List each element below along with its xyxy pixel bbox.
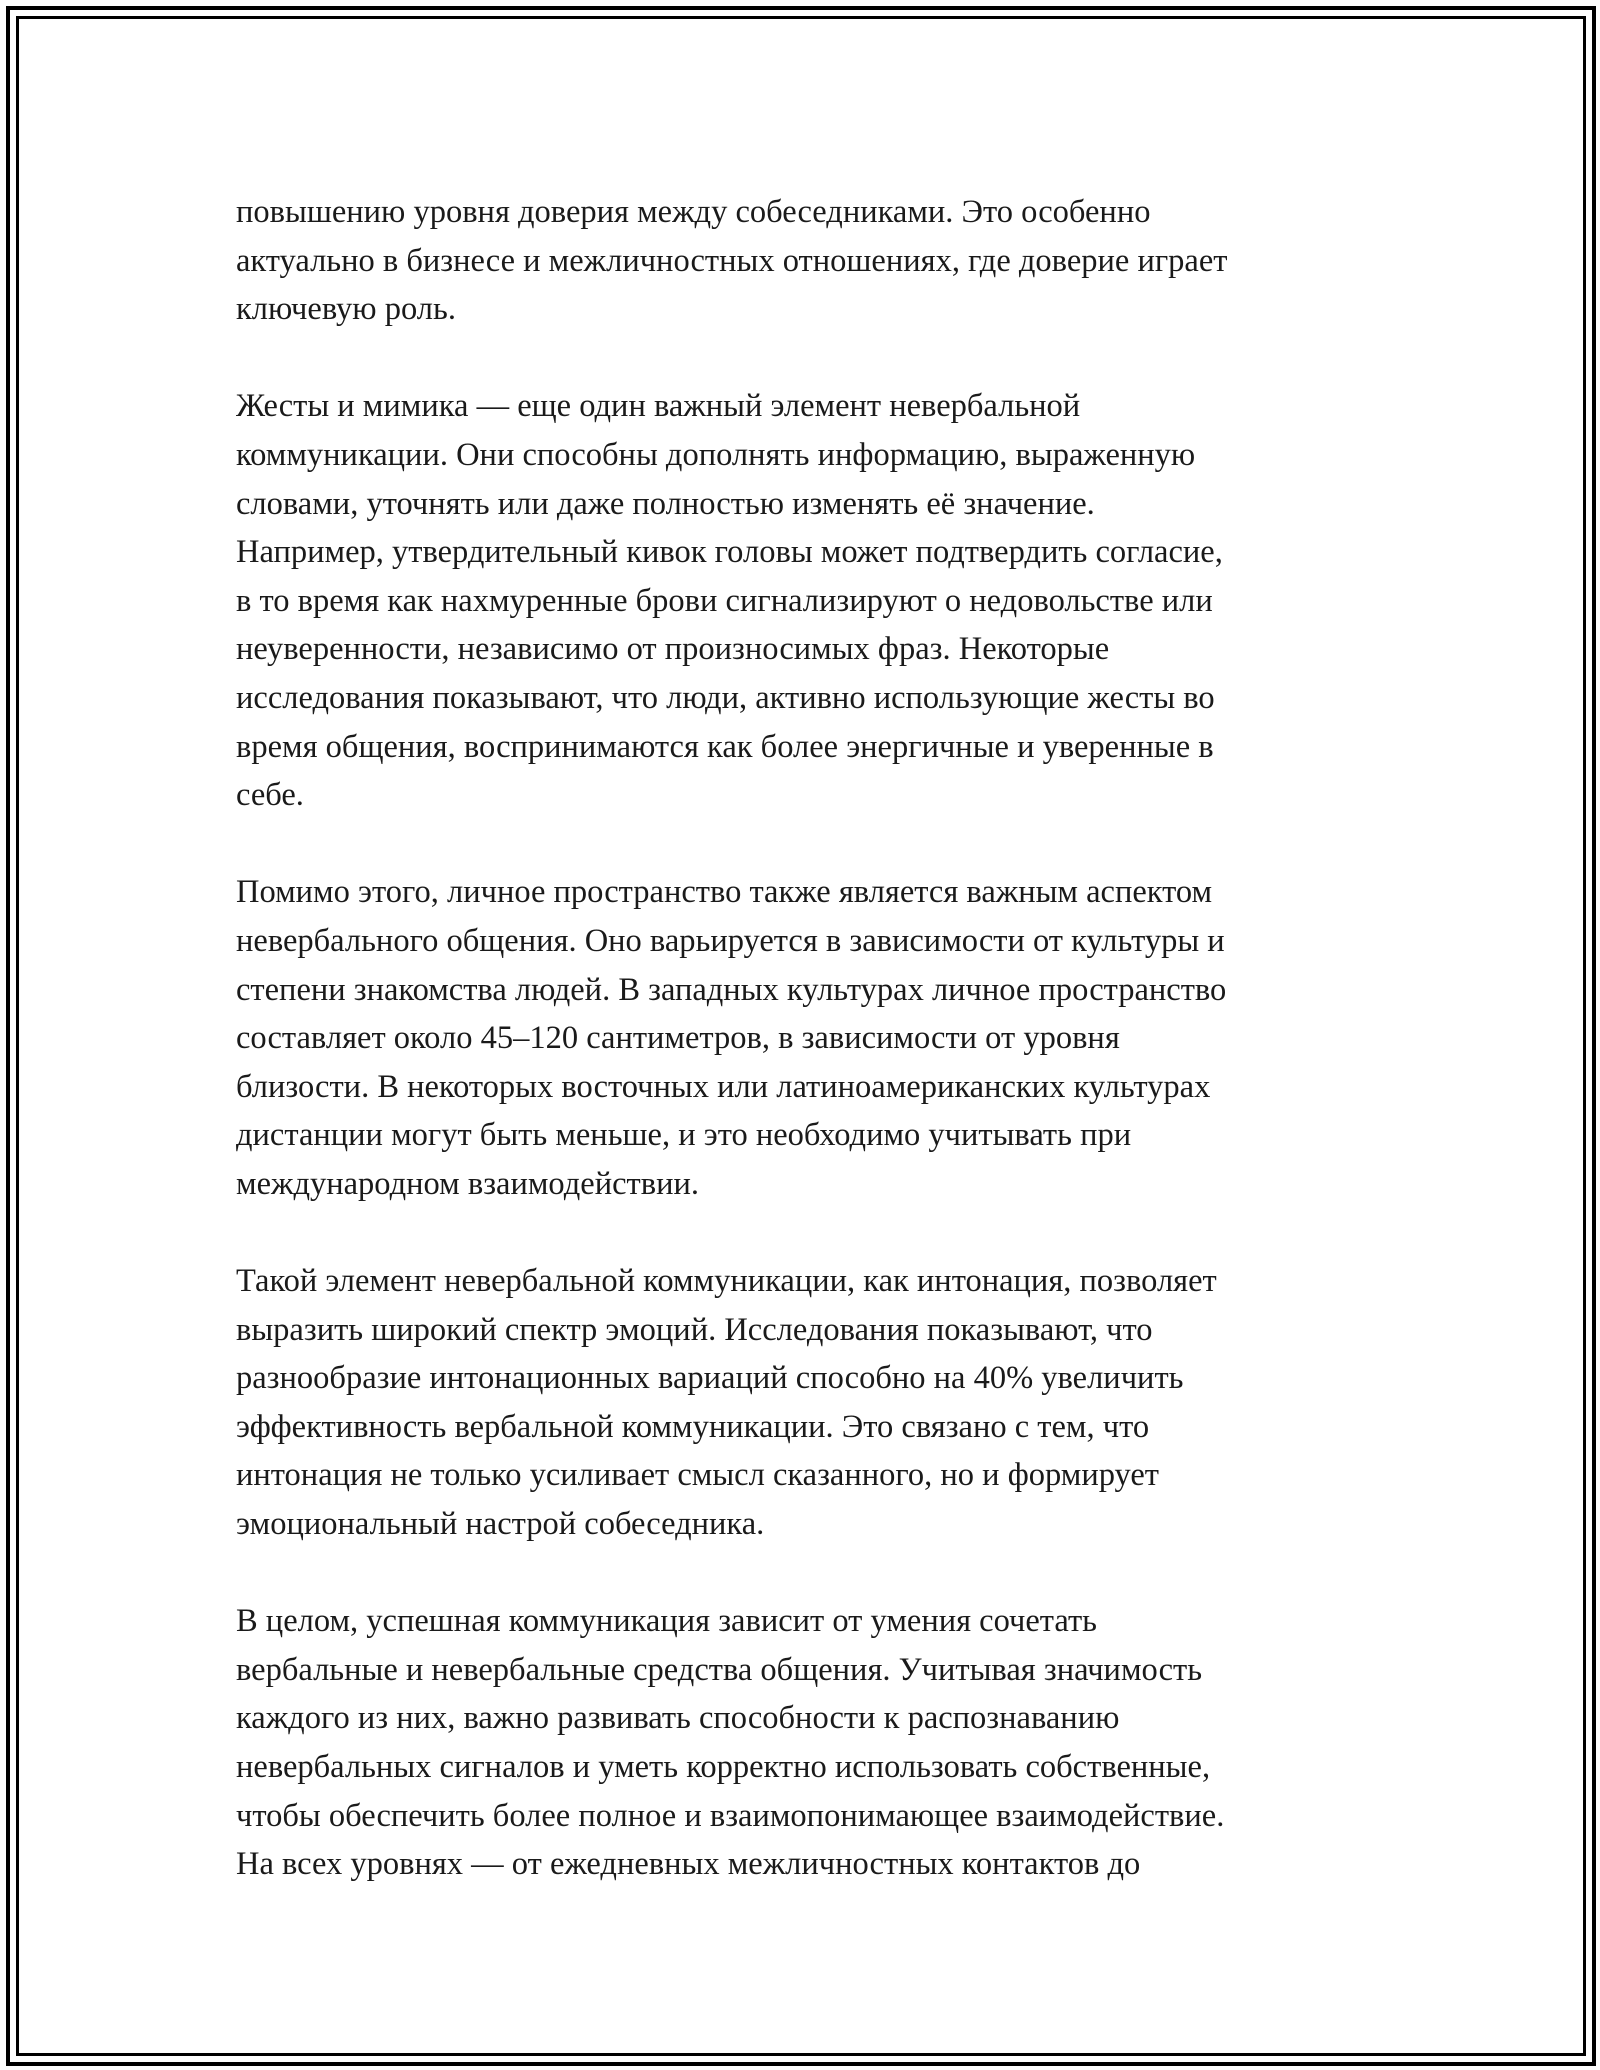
paragraph-intonation: Такой элемент невербальной коммуникации, как интонация, позволяет выразить широкий спектр эмоций. Исследования показывают, что разнообразие интонационных вариаций способно на 40% увеличить эффективность вербальной коммуникации. Это связано с тем, что интонация не только усиливает смысл сказанного, но и формирует эмоциональный настрой собеседника.: [236, 1263, 1217, 1543]
paragraph-conclusion: В целом, успешная коммуникация зависит от умения сочетать вербальные и невербальные средства общения. Учитывая значимость каждого из них, важно развивать способности к распознаванию невербальных сигналов и уметь корректно использовать собственные, чтобы обеспечить более полное и взаимопонимающее взаимодействие. На всех уровнях — от ежедневных межличностных контактов до: [236, 1603, 1225, 1883]
paragraph-trust: повышению уровня доверия между собеседниками. Это особенно актуально в бизнесе и межличностных отношениях, где доверие играет ключевую роль.: [236, 194, 1228, 328]
paragraph-gestures: Жесты и мимика — еще один важный элемент невербальной коммуникации. Они способны дополнять информацию, выраженную словами, уточнять или даже полностью изменять её значение. Например, утвердительный кивок головы может подтвердить согласие, в то время как нахмуренные брови сигнализируют о недовольстве или неуверенности, независимо от произносимых фраз. Некоторые исследования показывают, что люди, активно использующие жесты во время общения, воспринимаются как более энергичные и уверенные в себе.: [236, 388, 1223, 814]
document-body: [236, 188, 1386, 1937]
paragraph-personal-space: Помимо этого, личное пространство также является важным аспектом невербального общения. Оно варьируется в зависимости от культуры и степени знакомства людей. В западных культурах личное пространство составляет около 45–120 сантиметров, в зависимости от уровня близости. В некоторых восточных или латиноамериканских культурах дистанции могут быть меньше, и это необходимо учитывать при международном взаимодействии.: [236, 874, 1227, 1202]
